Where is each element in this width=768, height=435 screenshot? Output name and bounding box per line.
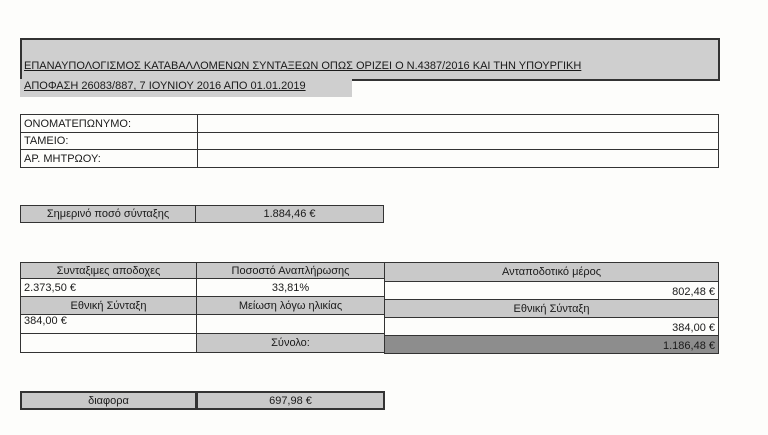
header-contributory-part: Ανταποδοτικό μέρος [384,262,719,282]
header-national-pension: Εθνική Σύνταξη [20,296,197,315]
registry-value [197,149,719,168]
name-value [197,114,719,133]
fund-value [197,132,719,150]
contributory-part-value: 802,48 € [384,281,719,300]
age-reduction-value [196,314,385,334]
difference-label: διαφορα [20,391,197,410]
document-title-line1: ΕΠΑΝΑΥΠΟΛΟΓΙΣΜΟΣ ΚΑΤΑΒΑΛΛΟΜΕΝΩΝ ΣΥΝΤΑΞΕΩΝ ΟΠΩΣ ΟΡΙΖΕΙ Ο Ν.4387/2016 ΚΑΙ ΤΗΝ ΥΠΟΥΡΓΙΚΗ [24,60,582,72]
national-pension-value: 384,00 € [20,314,197,334]
empty-cell [20,333,197,353]
replacement-rate-value: 33,81% [196,278,385,297]
total-label: Σύνολο: [196,333,385,353]
header-age-reduction: Μείωση λόγω ηλικίας [196,296,385,315]
current-pension-value: 1.884,46 € [195,205,384,223]
current-pension-label: Σημερινό ποσό σύνταξης [20,205,196,223]
header-pensionable-earnings: Συνταξιμες αποδοχες [20,262,197,279]
header-national-pension-2: Εθνική Σύνταξη [384,299,719,318]
fund-label: ΤΑΜΕΙΟ: [20,132,198,150]
pensionable-earnings-value: 2.373,50 € [20,278,197,297]
document-title-line2: ΑΠΟΦΑΣΗ 26083/887, 7 ΙΟΥΝΙΟΥ 2016 ΑΠΟ 01.01.2019 [24,80,306,92]
name-label: ΟΝΟΜΑΤΕΠΩΝΥΜΟ: [20,114,198,133]
national-pension-value-2: 384,00 € [384,317,719,336]
header-replacement-rate: Ποσοστό Αναπλήρωσης [196,262,385,279]
total-value: 1.186,48 € [384,335,719,354]
difference-value: 697,98 € [196,391,385,410]
registry-label: ΑΡ. ΜΗΤΡΩΟΥ: [20,149,198,168]
